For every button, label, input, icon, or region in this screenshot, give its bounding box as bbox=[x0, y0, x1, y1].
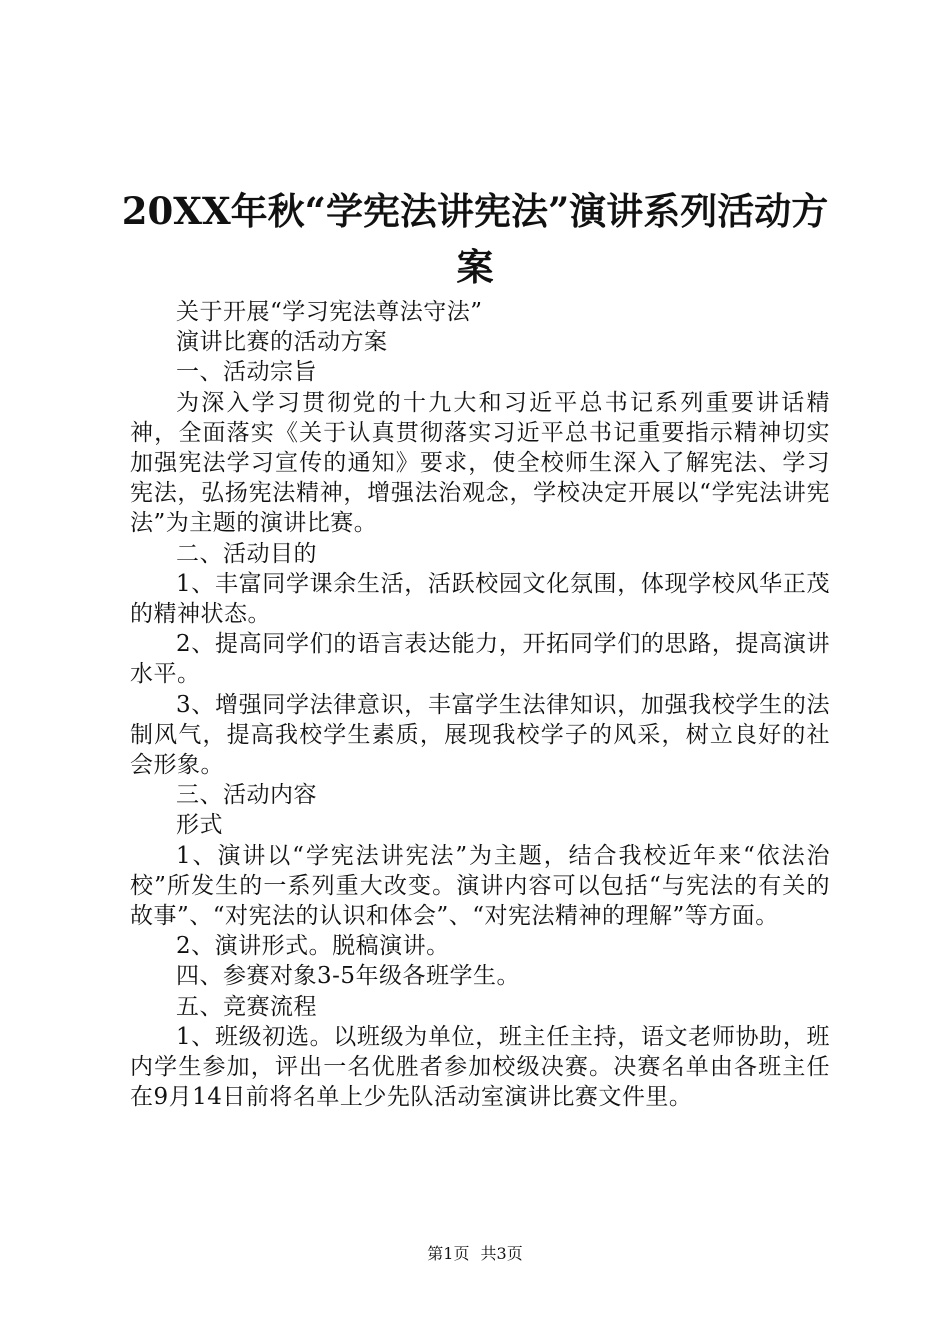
paragraph: 2、演讲形式。脱稿演讲。 bbox=[176, 933, 450, 960]
section-heading: 一、活动宗旨 bbox=[176, 359, 317, 386]
paragraph: 1、演讲以“学宪法讲宪法”为主题，结合我校近年来“依法治校”所发生的一系列重大改变。演讲内容可以包括“与宪法的有关的故事”、“对宪法的认识和体会”、“对宪法精神的理解”等方面。 bbox=[130, 842, 830, 930]
document-title-line-2: 案 bbox=[456, 245, 494, 289]
section-heading: 四、参赛对象3-5年级各班学生。 bbox=[176, 963, 521, 990]
paragraph: 3、增强同学法律意识，丰富学生法律知识，加强我校学生的法制风气，提高我校学生素质，展现我校学子的风采，树立良好的社会形象。 bbox=[130, 691, 830, 779]
page-total: 共3页 bbox=[480, 1244, 523, 1263]
page-footer bbox=[0, 1242, 950, 1266]
paragraph: 演讲比赛的活动方案 bbox=[176, 329, 388, 356]
section-heading: 三、活动内容 bbox=[176, 782, 317, 809]
paragraph: 1、班级初选。以班级为单位，班主任主持，语文老师协助，班内学生参加，评出一名优胜者参加校级决赛。决赛名单由各班主任在9月14日前将名单上少先队活动室演讲比赛文件里。 bbox=[130, 1023, 830, 1111]
paragraph: 1、丰富同学课余生活，活跃校园文化氛围，体现学校风华正茂的精神状态。 bbox=[130, 570, 830, 628]
paragraph: 2、提高同学们的语言表达能力，开拓同学们的思路，提高演讲水平。 bbox=[130, 631, 830, 688]
section-heading: 二、活动目的 bbox=[176, 540, 317, 567]
paragraph: 形式 bbox=[176, 812, 223, 839]
paragraph: 关于开展“学习宪法尊法守法” bbox=[176, 299, 483, 325]
section-heading: 五、竞赛流程 bbox=[176, 993, 317, 1020]
document-body bbox=[130, 297, 830, 1112]
page-number: 第1页 bbox=[427, 1244, 470, 1263]
paragraph: 为深入学习贯彻党的十九大和习近平总书记系列重要讲话精神，全面落实《关于认真贯彻落实习近平总书记重要指示精神切实加强宪法学习宣传的通知》要求，使全校师生深入了解宪法、学习宪法，弘扬宪法精神，增强法治观念，学校决定开展以“学宪法讲宪法”为主题的演讲比赛。 bbox=[130, 389, 830, 537]
document-title-line-1: 20XX年秋“学宪法讲宪法”演讲系列活动方 bbox=[121, 189, 829, 233]
